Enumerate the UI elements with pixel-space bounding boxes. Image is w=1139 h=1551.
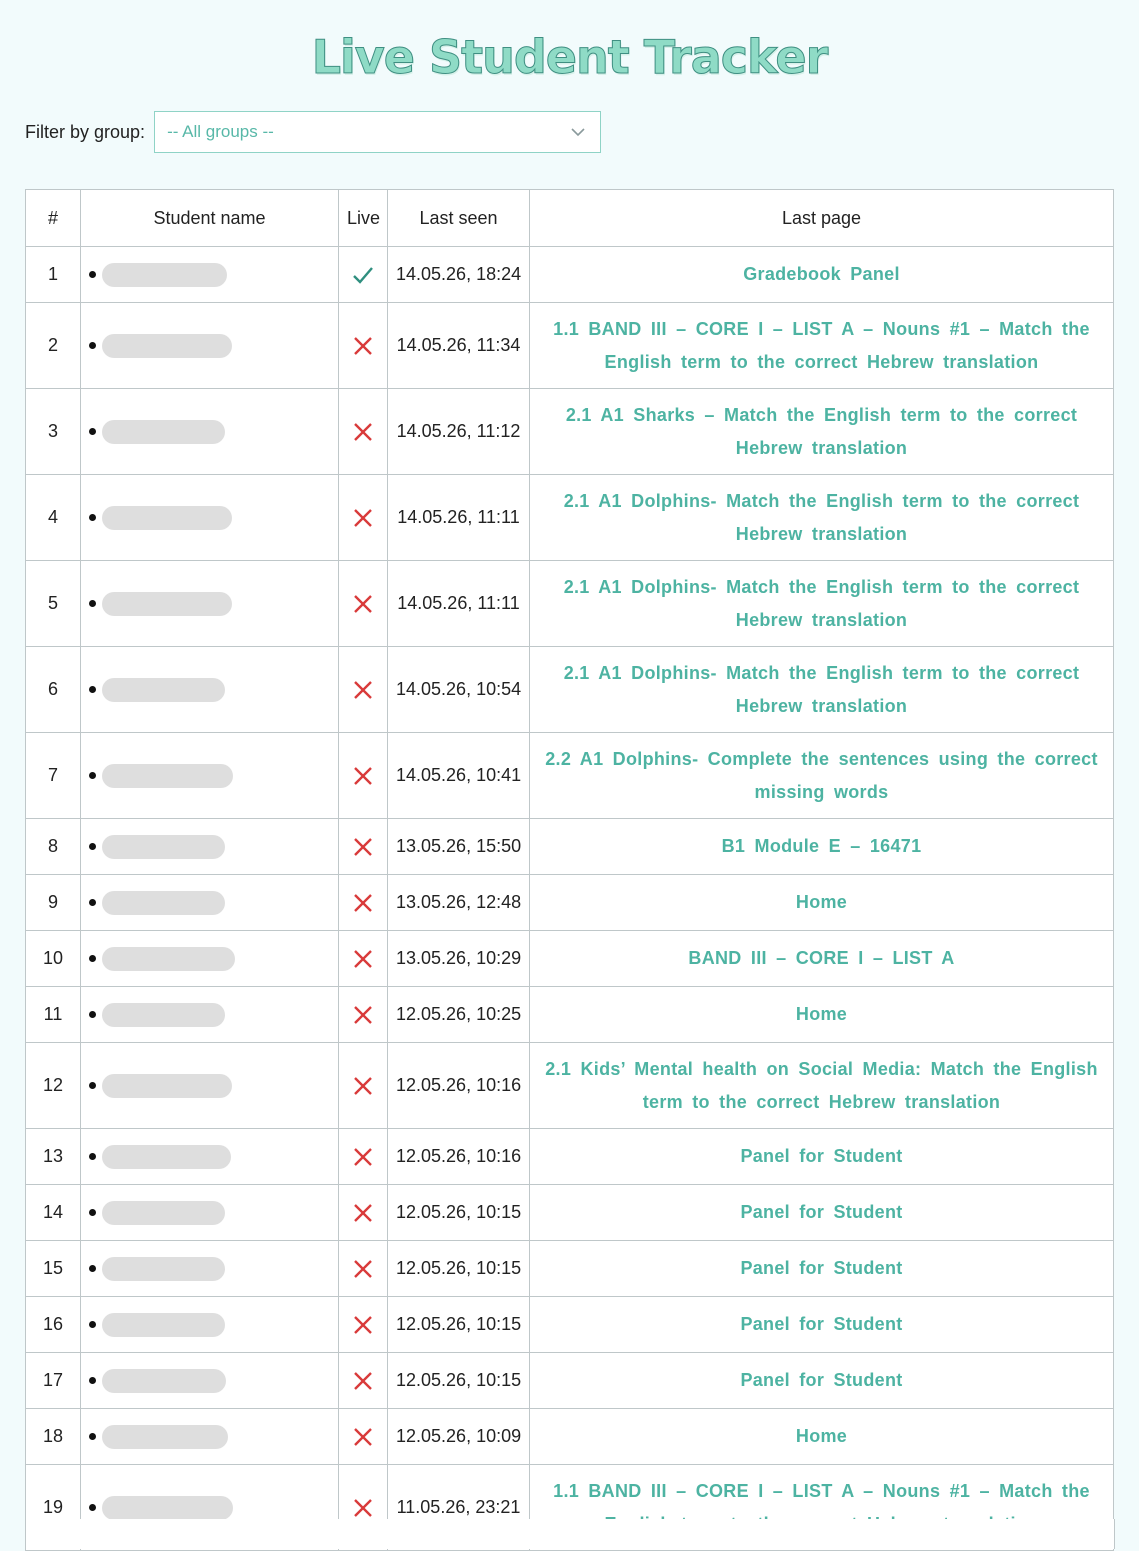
last-page-link[interactable]: Panel for Student — [740, 1258, 903, 1278]
bullet-icon — [89, 342, 96, 349]
row-number: 16 — [26, 1297, 81, 1353]
x-icon — [351, 1257, 375, 1281]
redacted-name — [102, 506, 232, 530]
group-select-value: -- All groups -- — [167, 122, 274, 141]
live-status — [339, 247, 388, 303]
row-number: 5 — [26, 561, 81, 647]
last-page-link[interactable]: 2.1 Kids’ Mental health on Social Media: Match the English term to the correct Hebrew translation — [545, 1058, 1098, 1112]
student-name — [89, 263, 330, 287]
bullet-icon — [89, 1321, 96, 1328]
table-row — [26, 1241, 1114, 1297]
bullet-icon — [89, 1265, 96, 1272]
x-icon — [351, 891, 375, 915]
bullet-icon — [89, 271, 96, 278]
last-seen: 12.05.26, 10:15 — [388, 1241, 530, 1297]
bullet-icon — [89, 1377, 96, 1384]
row-number: 10 — [26, 931, 81, 987]
last-page-link[interactable]: BAND III – CORE I – LIST A — [688, 948, 955, 968]
live-status — [339, 1129, 388, 1185]
redacted-name — [102, 1003, 225, 1027]
last-page-cell — [530, 303, 1114, 389]
student-name-cell — [81, 247, 339, 303]
student-name-cell — [81, 1043, 339, 1129]
row-number: 1 — [26, 247, 81, 303]
last-page-link[interactable]: 1.1 BAND III – CORE I – LIST A – Nouns #1 – Match the — [553, 1480, 1090, 1501]
live-status — [339, 389, 388, 475]
x-icon — [351, 1496, 375, 1520]
row-number: 7 — [26, 733, 81, 819]
student-name — [89, 1313, 330, 1337]
student-name — [89, 835, 330, 859]
last-page-cell — [530, 475, 1114, 561]
table-row — [26, 647, 1114, 733]
table-row — [26, 1129, 1114, 1185]
table-row — [26, 931, 1114, 987]
last-seen: 11.05.26, 23:21 — [388, 1465, 530, 1551]
x-icon — [351, 592, 375, 616]
row-number: 18 — [26, 1409, 81, 1465]
last-seen: 14.05.26, 11:11 — [388, 475, 530, 561]
table-row — [26, 819, 1114, 875]
last-page-cell — [530, 1185, 1114, 1241]
last-page-cell — [530, 987, 1114, 1043]
live-status — [339, 931, 388, 987]
x-icon — [351, 420, 375, 444]
bullet-icon — [89, 843, 96, 850]
student-name — [89, 1369, 330, 1393]
student-name-cell — [81, 733, 339, 819]
last-page-cell — [530, 1297, 1114, 1353]
last-seen: 14.05.26, 11:12 — [388, 389, 530, 475]
x-icon — [351, 947, 375, 971]
student-name — [89, 764, 330, 788]
last-page-cell — [530, 389, 1114, 475]
table-row — [26, 875, 1114, 931]
student-name — [89, 678, 330, 702]
last-page-cell — [530, 819, 1114, 875]
last-page-cell — [530, 733, 1114, 819]
row-number: 17 — [26, 1353, 81, 1409]
last-page-link[interactable]: 1.1 BAND III – CORE I – LIST A – Nouns #1 – Match the English term to the correct Hebrew translation — [553, 318, 1090, 372]
last-page-link[interactable]: Home — [795, 892, 848, 912]
row-number: 6 — [26, 647, 81, 733]
bullet-icon — [89, 514, 96, 521]
last-page-link[interactable]: 2.1 A1 Sharks – Match the English term to the correct Hebrew translation — [565, 404, 1078, 458]
student-name-cell — [81, 1353, 339, 1409]
row-number: 15 — [26, 1241, 81, 1297]
last-seen: 14.05.26, 10:54 — [388, 647, 530, 733]
live-status — [339, 1043, 388, 1129]
student-name-cell — [81, 303, 339, 389]
table-row — [26, 303, 1114, 389]
x-icon — [351, 1313, 375, 1337]
row-number: 12 — [26, 1043, 81, 1129]
redacted-name — [102, 764, 233, 788]
chevron-down-icon — [570, 124, 586, 140]
row-number: 2 — [26, 303, 81, 389]
table-row — [26, 987, 1114, 1043]
live-status — [339, 647, 388, 733]
bullet-icon — [89, 428, 96, 435]
student-table — [25, 189, 1114, 1551]
bullet-icon — [89, 1433, 96, 1440]
live-status — [339, 475, 388, 561]
last-seen: 14.05.26, 11:34 — [388, 303, 530, 389]
last-page-link[interactable]: Panel for Student — [740, 1314, 903, 1334]
student-name — [89, 1201, 330, 1225]
last-page-link[interactable]: Panel for Student — [740, 1202, 903, 1222]
bullet-icon — [89, 1082, 96, 1089]
student-name-cell — [81, 987, 339, 1043]
live-status — [339, 1185, 388, 1241]
live-status — [339, 561, 388, 647]
live-status — [339, 733, 388, 819]
row-number: 9 — [26, 875, 81, 931]
student-name-cell — [81, 1185, 339, 1241]
group-select[interactable] — [154, 111, 601, 153]
redacted-name — [102, 592, 232, 616]
last-page-cell — [530, 1043, 1114, 1129]
live-status — [339, 1409, 388, 1465]
table-row — [26, 389, 1114, 475]
x-icon — [351, 1145, 375, 1169]
table-row — [26, 733, 1114, 819]
last-page-cell — [530, 561, 1114, 647]
header-student-name: Student name — [81, 190, 339, 247]
live-status — [339, 1241, 388, 1297]
check-icon — [351, 263, 375, 287]
redacted-name — [102, 891, 225, 915]
last-seen: 12.05.26, 10:09 — [388, 1409, 530, 1465]
table-continuation — [25, 1519, 1115, 1549]
x-icon — [351, 835, 375, 859]
redacted-name — [102, 263, 227, 287]
last-page-link[interactable]: 2.1 A1 Dolphins- Match the English term to the correct Hebrew translation — [563, 576, 1080, 630]
student-name — [89, 334, 330, 358]
last-page-cell — [530, 247, 1114, 303]
last-seen: 13.05.26, 15:50 — [388, 819, 530, 875]
redacted-name — [102, 1257, 225, 1281]
table-row — [26, 1409, 1114, 1465]
student-name — [89, 1003, 330, 1027]
last-seen: 14.05.26, 11:11 — [388, 561, 530, 647]
last-page-cell — [530, 1129, 1114, 1185]
row-number: 14 — [26, 1185, 81, 1241]
student-name — [89, 891, 330, 915]
student-name — [89, 1074, 330, 1098]
student-name — [89, 947, 330, 971]
student-name — [89, 1425, 330, 1449]
last-page-link[interactable]: 2.1 A1 Dolphins- Match the English term to the correct Hebrew translation — [563, 662, 1080, 716]
x-icon — [351, 678, 375, 702]
last-page-cell — [530, 1353, 1114, 1409]
header-last-page: Last page — [530, 190, 1114, 247]
student-name-cell — [81, 475, 339, 561]
x-icon — [351, 506, 375, 530]
x-icon — [351, 1003, 375, 1027]
last-seen: 12.05.26, 10:25 — [388, 987, 530, 1043]
bullet-icon — [89, 1504, 96, 1511]
row-number: 19 — [26, 1465, 81, 1551]
redacted-name — [102, 334, 232, 358]
redacted-name — [102, 1496, 233, 1520]
student-name-cell — [81, 1297, 339, 1353]
bullet-icon — [89, 600, 96, 607]
student-name-cell — [81, 931, 339, 987]
student-name-cell — [81, 1241, 339, 1297]
row-number: 4 — [26, 475, 81, 561]
student-name-cell — [81, 647, 339, 733]
live-status — [339, 819, 388, 875]
last-page-link[interactable]: Home — [795, 1426, 848, 1446]
redacted-name — [102, 678, 225, 702]
last-seen: 13.05.26, 10:29 — [388, 931, 530, 987]
redacted-name — [102, 1313, 225, 1337]
row-number: 11 — [26, 987, 81, 1043]
header-live: Live — [339, 190, 388, 247]
page-title: Live Student Tracker — [311, 30, 828, 84]
header-last-seen: Last seen — [388, 190, 530, 247]
table-row — [26, 1043, 1114, 1129]
student-name — [89, 1145, 330, 1169]
x-icon — [351, 764, 375, 788]
last-seen: 12.05.26, 10:15 — [388, 1185, 530, 1241]
redacted-name — [102, 1074, 232, 1098]
student-name-cell — [81, 1409, 339, 1465]
x-icon — [351, 1425, 375, 1449]
group-filter — [25, 110, 601, 154]
last-page-link[interactable]: 2.1 A1 Dolphins- Match the English term to the correct Hebrew translation — [563, 490, 1080, 544]
row-number: 8 — [26, 819, 81, 875]
last-seen: 13.05.26, 12:48 — [388, 875, 530, 931]
bullet-icon — [89, 772, 96, 779]
student-name-cell — [81, 875, 339, 931]
redacted-name — [102, 1145, 231, 1169]
table-row — [26, 475, 1114, 561]
row-number: 13 — [26, 1129, 81, 1185]
bullet-icon — [89, 1209, 96, 1216]
redacted-name — [102, 1425, 228, 1449]
redacted-name — [102, 835, 225, 859]
last-seen: 12.05.26, 10:16 — [388, 1043, 530, 1129]
x-icon — [351, 1369, 375, 1393]
last-page-cell — [530, 1241, 1114, 1297]
student-name-cell — [81, 819, 339, 875]
last-page-link[interactable]: 2.2 A1 Dolphins- Complete the sentences using the correct missing words — [545, 748, 1098, 802]
bullet-icon — [89, 955, 96, 962]
bullet-icon — [89, 686, 96, 693]
bullet-icon — [89, 1153, 96, 1160]
last-page-link[interactable]: Panel for Student — [740, 1146, 903, 1166]
last-seen: 14.05.26, 10:41 — [388, 733, 530, 819]
last-seen: 12.05.26, 10:16 — [388, 1129, 530, 1185]
x-icon — [351, 1201, 375, 1225]
live-status — [339, 875, 388, 931]
redacted-name — [102, 1369, 226, 1393]
last-seen: 12.05.26, 10:15 — [388, 1297, 530, 1353]
x-icon — [351, 1074, 375, 1098]
row-number: 3 — [26, 389, 81, 475]
redacted-name — [102, 947, 235, 971]
bullet-icon — [89, 1011, 96, 1018]
student-name-cell — [81, 389, 339, 475]
last-page-cell — [530, 931, 1114, 987]
last-page-link[interactable]: Panel for Student — [740, 1370, 903, 1390]
filter-label: Filter by group: — [25, 121, 146, 142]
last-page-link[interactable]: Home — [795, 1004, 848, 1024]
live-status — [339, 303, 388, 389]
live-status — [339, 1353, 388, 1409]
live-status — [339, 987, 388, 1043]
student-name-cell — [81, 1129, 339, 1185]
last-page-link[interactable]: Gradebook Panel — [743, 264, 900, 284]
student-name — [89, 1257, 330, 1281]
student-name — [89, 420, 330, 444]
redacted-name — [102, 420, 225, 444]
table-row — [26, 247, 1114, 303]
table-row — [26, 1185, 1114, 1241]
table-row — [26, 561, 1114, 647]
last-page-cell — [530, 1409, 1114, 1465]
student-name — [89, 592, 330, 616]
last-seen: 14.05.26, 18:24 — [388, 247, 530, 303]
header-num: # — [26, 190, 81, 247]
student-name-cell — [81, 561, 339, 647]
table-row — [26, 1353, 1114, 1409]
last-page-link[interactable]: B1 Module E – 16471 — [721, 836, 922, 856]
student-name — [89, 1496, 330, 1520]
bullet-icon — [89, 899, 96, 906]
last-page-cell — [530, 875, 1114, 931]
table-row — [26, 1297, 1114, 1353]
table-header-row — [26, 190, 1114, 247]
last-seen: 12.05.26, 10:15 — [388, 1353, 530, 1409]
student-name — [89, 506, 330, 530]
x-icon — [351, 334, 375, 358]
last-page-cell — [530, 647, 1114, 733]
redacted-name — [102, 1201, 225, 1225]
live-status — [339, 1297, 388, 1353]
